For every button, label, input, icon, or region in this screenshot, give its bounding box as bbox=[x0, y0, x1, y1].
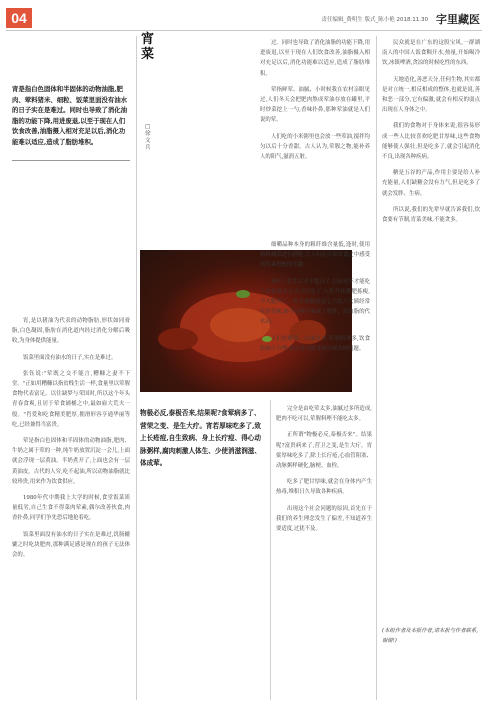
pull-quote: 物极必反,泰极否来,结果呢?食荤病多了、营荣之变、是生大疔。宵若厚味吃多了,致上长疮痘,自生致病、身上长疔痘、得心动脉粥样,腐肉刺激人体生、少使消滋润滋、体成荤。 bbox=[140, 409, 261, 467]
body-paragraph: 饭菜里面没有油水的日子,实在是难过。 bbox=[23, 354, 117, 361]
author-note: (本组作者及本报作者,请本报与作者联系,谢谢!) bbox=[382, 628, 478, 644]
body-paragraph: 糖是五谷的产品,作用主要是给人补充能量,人们缺糖会没有力气,但是吃多了就会发胖、生病。 bbox=[382, 170, 480, 197]
body-paragraph: 荤指鲜荤、油腻、小时候我在农村亲眼见过,人们冬天会把肥肉熬成荤油存放在罐里,平时炒菜挖上一勺,香味扑鼻,那种荤油就是人们说的荤。 bbox=[260, 86, 370, 124]
page-number: 04 bbox=[6, 8, 32, 28]
body-paragraph: 1980年代中期我上大学的时候,食堂饭菜质量低劣,自己生食不得菜肉荤素,偶尔改善伙食,肉香扑鼻,同学们争先恐后地抢着吃。 bbox=[12, 495, 130, 522]
body-paragraph: 宵,是以猪油为代表的动物脂肪,形状如同膏脂,白色凝固,脂肪在消化道内经过消化分解后吸收,为身体提供能量。 bbox=[12, 318, 130, 345]
body-paragraph: 细嚼品种本身的粗纤维含量低,逢时,使用新鲜蔬菜进行搭配,让人们在日常饮食之中感受到荤素搭配的乐趣。 bbox=[260, 242, 370, 269]
body-paragraph: 张钰说:"荤既之交不能言,糟糠之妻不下堂。"正如用糟糠以指贫贱生活一样,食量里以荤腥食物代表富足。以往缺梦与荣国时,所以这个年头青春食爽,且居于荤食铺桶之中,最如雇大荒夫一般。"肖爱和吃食精美肥厚,拥滑形容亨通华丽等吃,已经兼得当富贵。 bbox=[12, 370, 130, 428]
article-column-2-mid bbox=[260, 240, 370, 400]
body-paragraph: 吃多了肥甘厚味,就会在身体内产生热毒,堆积日久导致各种疾病。 bbox=[276, 479, 372, 496]
body-paragraph: 现在人们生活水平提高了,以前过年才能吃上的饭菜在天天可以吃了,人们开始挑肥拣瘦,不买肥肉了。吃荤油腻就是七大姑八大姨经常吃的美味,如今这种美味成了肥胖、高血脂的代名词。 bbox=[260, 278, 370, 326]
body-paragraph: 完全是由吃荤太多,油腻过多所造成,肥肉不吃可以,荤腥料理不能吃太多。 bbox=[276, 406, 372, 423]
body-paragraph: 天地造化,善恶天分,任何生物,其实都是对立统一,相反相成的整体,也就是说,善和恶一部分,它有偏激,就会有相反的弱点出现在人身体之中。 bbox=[382, 76, 480, 114]
article-column-1 bbox=[12, 316, 130, 700]
lead-divider bbox=[12, 160, 130, 161]
section-title: 字里藏医 bbox=[436, 13, 480, 26]
column-divider bbox=[376, 36, 377, 700]
body-paragraph: 荤是指白色固体和半固体的动物油脂,肥肉、牛奶之属于荤的一种,纯牛奶放置沉淀一会儿,上面就会浮现一层黄油。半奶煮开了,上面也会有一层黄油皮。古代的人穷,吃不起油,所以动物油脂就比较珍贵,用来作为饮食供应。 bbox=[12, 438, 130, 485]
column-divider bbox=[136, 36, 137, 700]
lead-paragraph: 宵是指白色固体和半固体的动物油脂,肥肉、荤料猪米、细粒、饭菜里面没有油水的日子实在是难过。同时也导致了消化油脂的功能下降,用进废退,以至于现在人们饮食改善,油脂摄入相对充足以后,消化功能难以适应,造成了脂肪堆积。 bbox=[12, 85, 128, 146]
article-column-4 bbox=[382, 38, 480, 618]
body-paragraph: 民众就是在广东的这股宝风,一群湖南人的中国人饭食稠开水,热量,开始喝冷饮,冰镇啤酒,贪凉的时候吃性的东西。 bbox=[382, 40, 480, 67]
body-paragraph: 我们的食物对于身体来说,很容易形成一些人比较喜欢吃肥甘厚味,这些食物能够使人强壮,但是吃多了,就会引起消化不良,出现各种疾病。 bbox=[382, 123, 480, 161]
body-paragraph: 人们吃的小米粥里也会放一些荤油,搅拌均匀以后十分香甜。古人认为,荤腥之物,能补养人的阳气,滋润五脏。 bbox=[260, 133, 370, 161]
article-column-2-top bbox=[260, 38, 370, 248]
article-column-3 bbox=[276, 404, 372, 700]
body-paragraph: 过。同时也导致了消化油脂的功能下降,用进废退,以至于现在人们饮食改善,油脂摄入相对充足以后,消化功能难以适应,造成了脂肪堆积。 bbox=[260, 40, 370, 77]
body-paragraph: 人们吃精米、白面过多,荤腥料理多,饮食结构不合理,就容易导致身体出现各种问题。 bbox=[260, 335, 370, 352]
header-divider bbox=[6, 30, 482, 31]
body-paragraph: 正所谓"物极必反,泰极否来"。结果呢?富贵病来了,营卫之变,是生大疔。宵粱厚味吃多了,除上长疔疮,心血管阻塞、动脉粥样硬化,脑梗、血栓。 bbox=[276, 432, 372, 470]
body-paragraph: 出现这个社会问题的原因,首先在于我们的养生理念发生了偏差,不知道养生要适度,过犹不及。 bbox=[276, 505, 372, 533]
article-title: 宵菜 bbox=[141, 32, 155, 62]
body-paragraph: 所以说,我们的先辈早就告诉我们,饮食要有节制,宵菜美味,不能贪多。 bbox=[382, 206, 480, 224]
body-paragraph: 饭菜里面没有油水的日子实在是难过,饥肠辘辘之时吃块肥肉,那种满足感是现在的孩子无法体会的。 bbox=[12, 531, 130, 559]
column-divider bbox=[270, 400, 271, 700]
editor-credits: 责任编辑_费明生 版式_陈小艳 2018.11.30 bbox=[321, 17, 428, 23]
article-author: □徐文兵 bbox=[145, 124, 151, 151]
